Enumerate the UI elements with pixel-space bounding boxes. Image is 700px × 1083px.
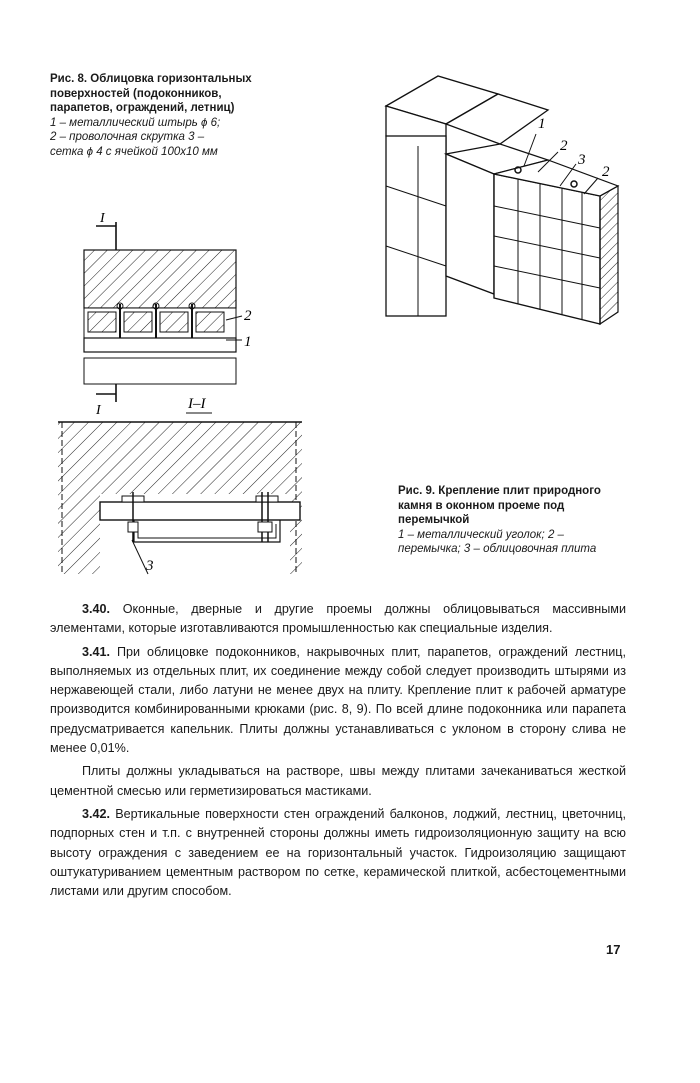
paragraph-3-40 [50, 600, 626, 639]
paragraph-text: Оконные, дверные и другие проемы должны облицовываться массивными элементами, которые изготавливаются промышленностью как специальные изделия. [50, 602, 627, 636]
fig9-callout-3: 3 [578, 152, 586, 168]
fig9-section-callout-3: 3 [146, 558, 154, 574]
fig8-caption [50, 72, 278, 159]
fig9-caption [398, 484, 626, 557]
paragraph-3-42 [50, 805, 626, 901]
paragraph-text: Плиты должны укладываться на растворе, швы между плитами зачеканиваться жесткой цементной смесью или герметизироваться мастиками. [50, 764, 626, 798]
paragraph-mortar [50, 762, 626, 801]
fig9-legend: 1 – металлический уголок; 2 – перемычка; 3 – облицовочная плита [398, 528, 597, 555]
fig8-section-label: I–I [188, 396, 206, 412]
fig8-legend-2: 2 – проволочная скрутка 3 – [50, 131, 205, 143]
paragraph-3-41 [50, 643, 626, 759]
paragraph-number: 3.41. [82, 644, 111, 659]
paragraph-text: При облицовке подоконников, накрывочных плит, парапетов, ограждений лестниц, выполняемых из отдельных плит, их соединение между собой следует производить штырями из нержавеющей стали, либо латуни не менее двух на плиту. Крепление плит к рабочей арматуре производится комбинированными крюками (рис. 8, 9). По всей длине подоконника или парапета предусматривается капельник. Плиты должны устанавливаться с уклоном в сторону слива не менее 0,01%. [50, 644, 626, 756]
fig8-section-drawing [50, 418, 302, 578]
fig8-legend-1: 1 – металлический штырь ϕ 6; [50, 116, 221, 129]
fig9-callout-2b: 2 [602, 164, 610, 180]
fig9-callout-2: 2 [560, 138, 568, 154]
paragraph-number: 3.42. [82, 806, 111, 821]
fig8-title: Рис. 8. Облицовка горизонтальных поверхностей (подоконников, парапетов, ограждений, летниц) [50, 73, 252, 114]
fig8-section-mark-bottom: I [96, 403, 101, 418]
fig8-section-mark-top: I [100, 211, 105, 226]
fig9-callout-1: 1 [538, 116, 546, 132]
paragraph-number: 3.40. [82, 602, 111, 616]
fig8-legend-3: сетка ϕ 4 с ячейкой 100х10 мм [50, 145, 218, 158]
fig8-callout-2: 2 [244, 308, 252, 324]
paragraph-text: Вертикальные поверхности стен ограждений балконов, лоджий, лестниц, цветочниц, подпорных стен и т.п. с внутренней стороны должны иметь гидроизоляционную защиту на всю высоту ограждения с заведением ее на горизонтальный участок. Гидроизоляцию защищают оштукатуриванием цементным раствором по сетке, керамической плиткой, асбестоцементными листами или другим способом. [50, 806, 626, 899]
fig9-title: Рис. 9. Крепление плит природного камня в оконном проеме под перемычкой [398, 485, 601, 526]
page-number: 17 [606, 942, 621, 957]
body-text [50, 600, 626, 901]
fig9-isometric-drawing [378, 66, 650, 338]
fig8-plan-drawing [60, 208, 280, 420]
fig8-callout-1: 1 [244, 334, 252, 350]
